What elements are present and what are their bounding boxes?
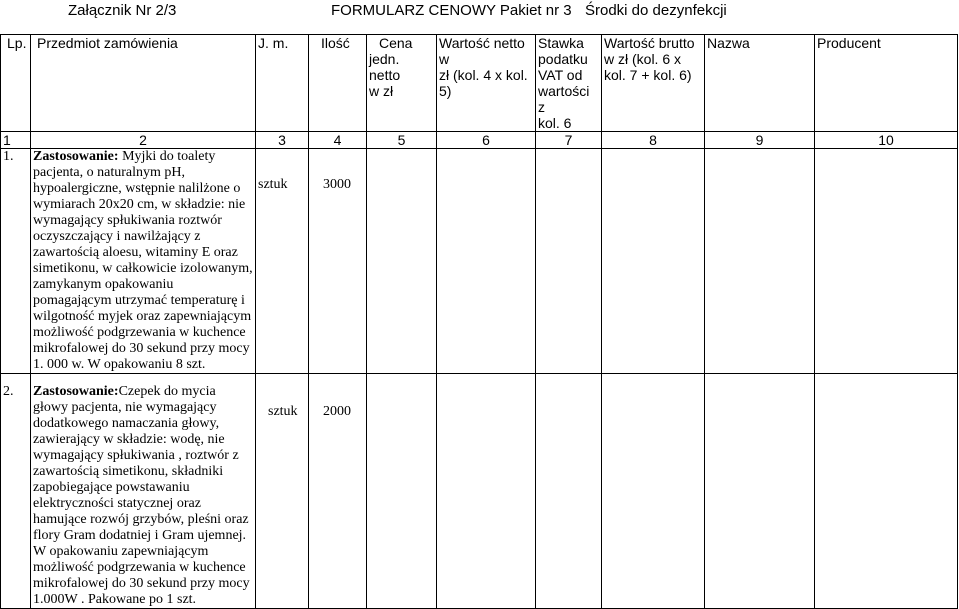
form-title: FORMULARZ CENOWY Pakiet nr 3: [331, 2, 572, 19]
category-label: Środki do dezynfekcji: [585, 2, 727, 19]
col-header-unit: J. m.: [256, 35, 309, 132]
column-number: 4: [309, 132, 367, 149]
col-header-price: Cena jedn. netto w zł: [367, 35, 437, 132]
column-number: 2: [31, 132, 256, 149]
column-number-row: [1, 132, 958, 149]
row-label: Zastosowanie:: [33, 384, 119, 399]
row-net-value-cell[interactable]: [437, 374, 536, 609]
row-name-cell[interactable]: [705, 374, 815, 609]
row-unit-price-cell[interactable]: [367, 374, 437, 609]
row-label: Zastosowanie:: [33, 149, 119, 164]
row-net-value-cell[interactable]: [437, 149, 536, 374]
row-producer-cell[interactable]: [815, 374, 958, 609]
row-unit: sztuk: [256, 374, 309, 609]
column-number: 7: [536, 132, 602, 149]
page-header: [0, 0, 959, 22]
column-number: 5: [367, 132, 437, 149]
attachment-label: Załącznik Nr 2/3: [68, 2, 177, 19]
price-form-table: [0, 34, 958, 609]
row-lp: 2.: [1, 374, 31, 609]
col-header-gross-value: Wartość brutto w zł (kol. 6 x kol. 7 + kol. 6): [602, 35, 705, 132]
column-number: 1: [1, 132, 31, 149]
column-number: 8: [602, 132, 705, 149]
row-unit-price-cell[interactable]: [367, 149, 437, 374]
row-lp: 1.: [1, 149, 31, 374]
col-header-name: Nazwa: [705, 35, 815, 132]
col-header-item: Przedmiot zamówienia: [31, 35, 256, 132]
table-row: [1, 149, 958, 374]
row-gross-value-cell[interactable]: [602, 374, 705, 609]
col-header-qty: Ilość: [309, 35, 367, 132]
col-header-lp: Lp.: [1, 35, 31, 132]
column-number: 3: [256, 132, 309, 149]
row-qty: 3000: [309, 149, 367, 374]
column-number: 10: [815, 132, 958, 149]
row-unit: sztuk: [256, 149, 309, 374]
row-description: Zastosowanie:Czepek do mycia głowy pacjenta, nie wymagający dodatkowego namaczania głowy, zawierający w składzie: wodę, nie wymagający spłukiwania , roztwór z zawartością simetikonu, składniki zapobiegające powstawaniu elektryczności statycznej oraz hamujące rozwój grzybów, pleśni oraz flory Gram dodatniej i Gram ujemnej. W opakowaniu zapewniającym możliwość podgrzewania w kuchence mikrofalowej do 30 sekund przy mocy 1.000W . Pakowane po 1 szt.: [31, 374, 256, 609]
row-description: Zastosowanie: Myjki do toalety pacjenta, o naturalnym pH, hypoalergiczne, wstępnie nalilżone o wymiarach 20x20 cm, w składzie: nie wymagający spłukiwania roztwór oczyszczający i nawilżający z zawartością aloesu, witaminy E oraz simetikonu, w całkowicie izolowanym, zamykanym opakowaniu pomagającym utrzymać temperaturę i wilgotność myjek oraz zapewniającym możliwość podgrzewania w kuchence mikrofalowej do 30 sekund przy mocy 1. 000 w. W opakowaniu 8 szt.: [31, 149, 256, 374]
row-qty: 2000: [309, 374, 367, 609]
row-name-cell[interactable]: [705, 149, 815, 374]
col-header-vat-rate: Stawka podatku VAT od wartości z kol. 6: [536, 35, 602, 132]
row-vat-rate-cell[interactable]: [536, 374, 602, 609]
col-header-net-value: Wartość netto w zł (kol. 4 x kol. 5): [437, 35, 536, 132]
column-number: 6: [437, 132, 536, 149]
row-gross-value-cell[interactable]: [602, 149, 705, 374]
row-producer-cell[interactable]: [815, 149, 958, 374]
col-header-producer: Producent: [815, 35, 958, 132]
column-number: 9: [705, 132, 815, 149]
table-row: [1, 374, 958, 609]
row-vat-rate-cell[interactable]: [536, 149, 602, 374]
header-row: [1, 35, 958, 132]
